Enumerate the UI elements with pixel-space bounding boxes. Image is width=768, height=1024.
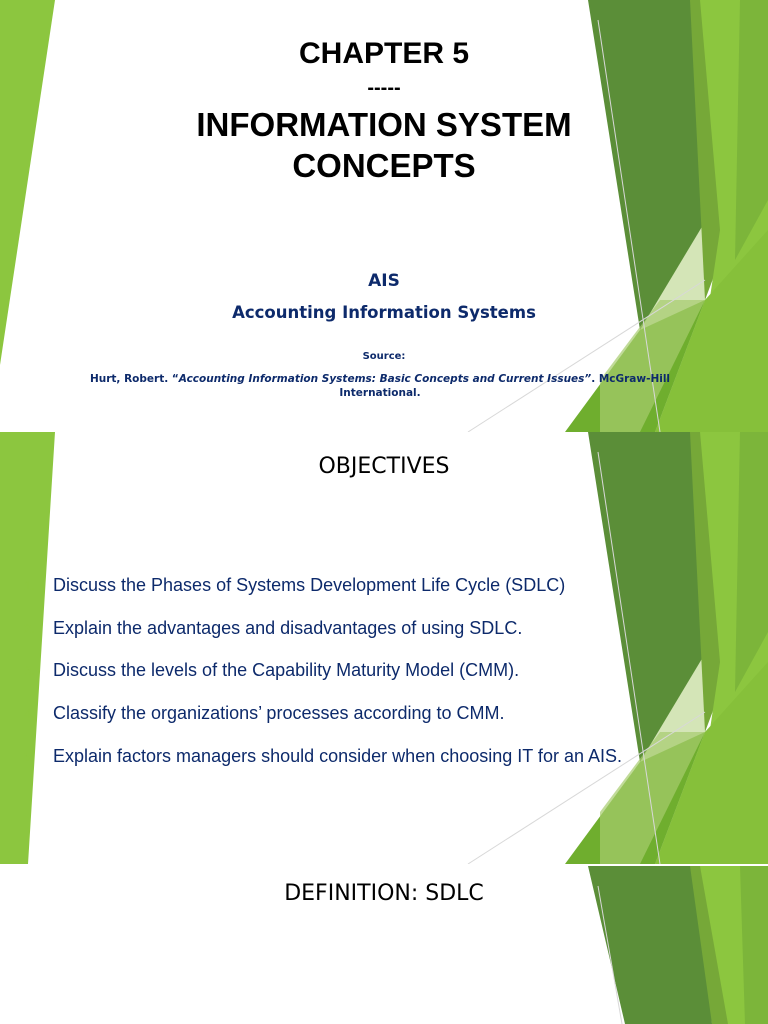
chapter-separator: ----- [367,77,401,99]
slide-objectives [0,432,768,864]
source-label: Source: [362,351,406,362]
ais-full-name: Accounting Information Systems [232,303,536,322]
chapter-subtitle-line2: CONCEPTS [292,147,476,184]
chapter-subtitle [0,104,768,186]
source-citation [60,372,700,400]
chapter-title: CHAPTER 5 [298,37,470,70]
item-text: Explain the advantages and disadvantages of using SDLC. [53,617,523,638]
item-number: 4. [24,706,35,722]
definition-title: DEFINITION: SDLC [284,881,484,906]
green-facets-decoration [0,432,768,864]
item-number: 1. [24,578,35,593]
objectives-title: OBJECTIVES [318,454,450,479]
source-author: Hurt, Robert. “ [89,373,179,385]
item-number: 3. [24,663,35,679]
item-number: 2. [24,620,35,636]
item-number: 5. [24,748,35,764]
chapter-subtitle-line1: INFORMATION SYSTEM [196,106,572,143]
item-text: Discuss the levels of the Capability Maturity Model (CMM). [53,660,520,681]
source-book-title: Accounting Information Systems: Basic Concepts and Current Issues” [178,373,592,385]
item-text: Discuss the Phases of Systems Development Life Cycle (SDLC) [53,575,566,595]
ais-heading: AIS [368,271,400,291]
item-text: Explain factors managers should consider when choosing IT for an AIS. [53,745,622,766]
source-publisher: . McGraw-Hill International. [339,373,671,399]
slide-definition [0,866,768,1024]
slide-title [0,0,768,432]
item-text: Classify the organizations’ processes according to CMM. [53,703,505,724]
